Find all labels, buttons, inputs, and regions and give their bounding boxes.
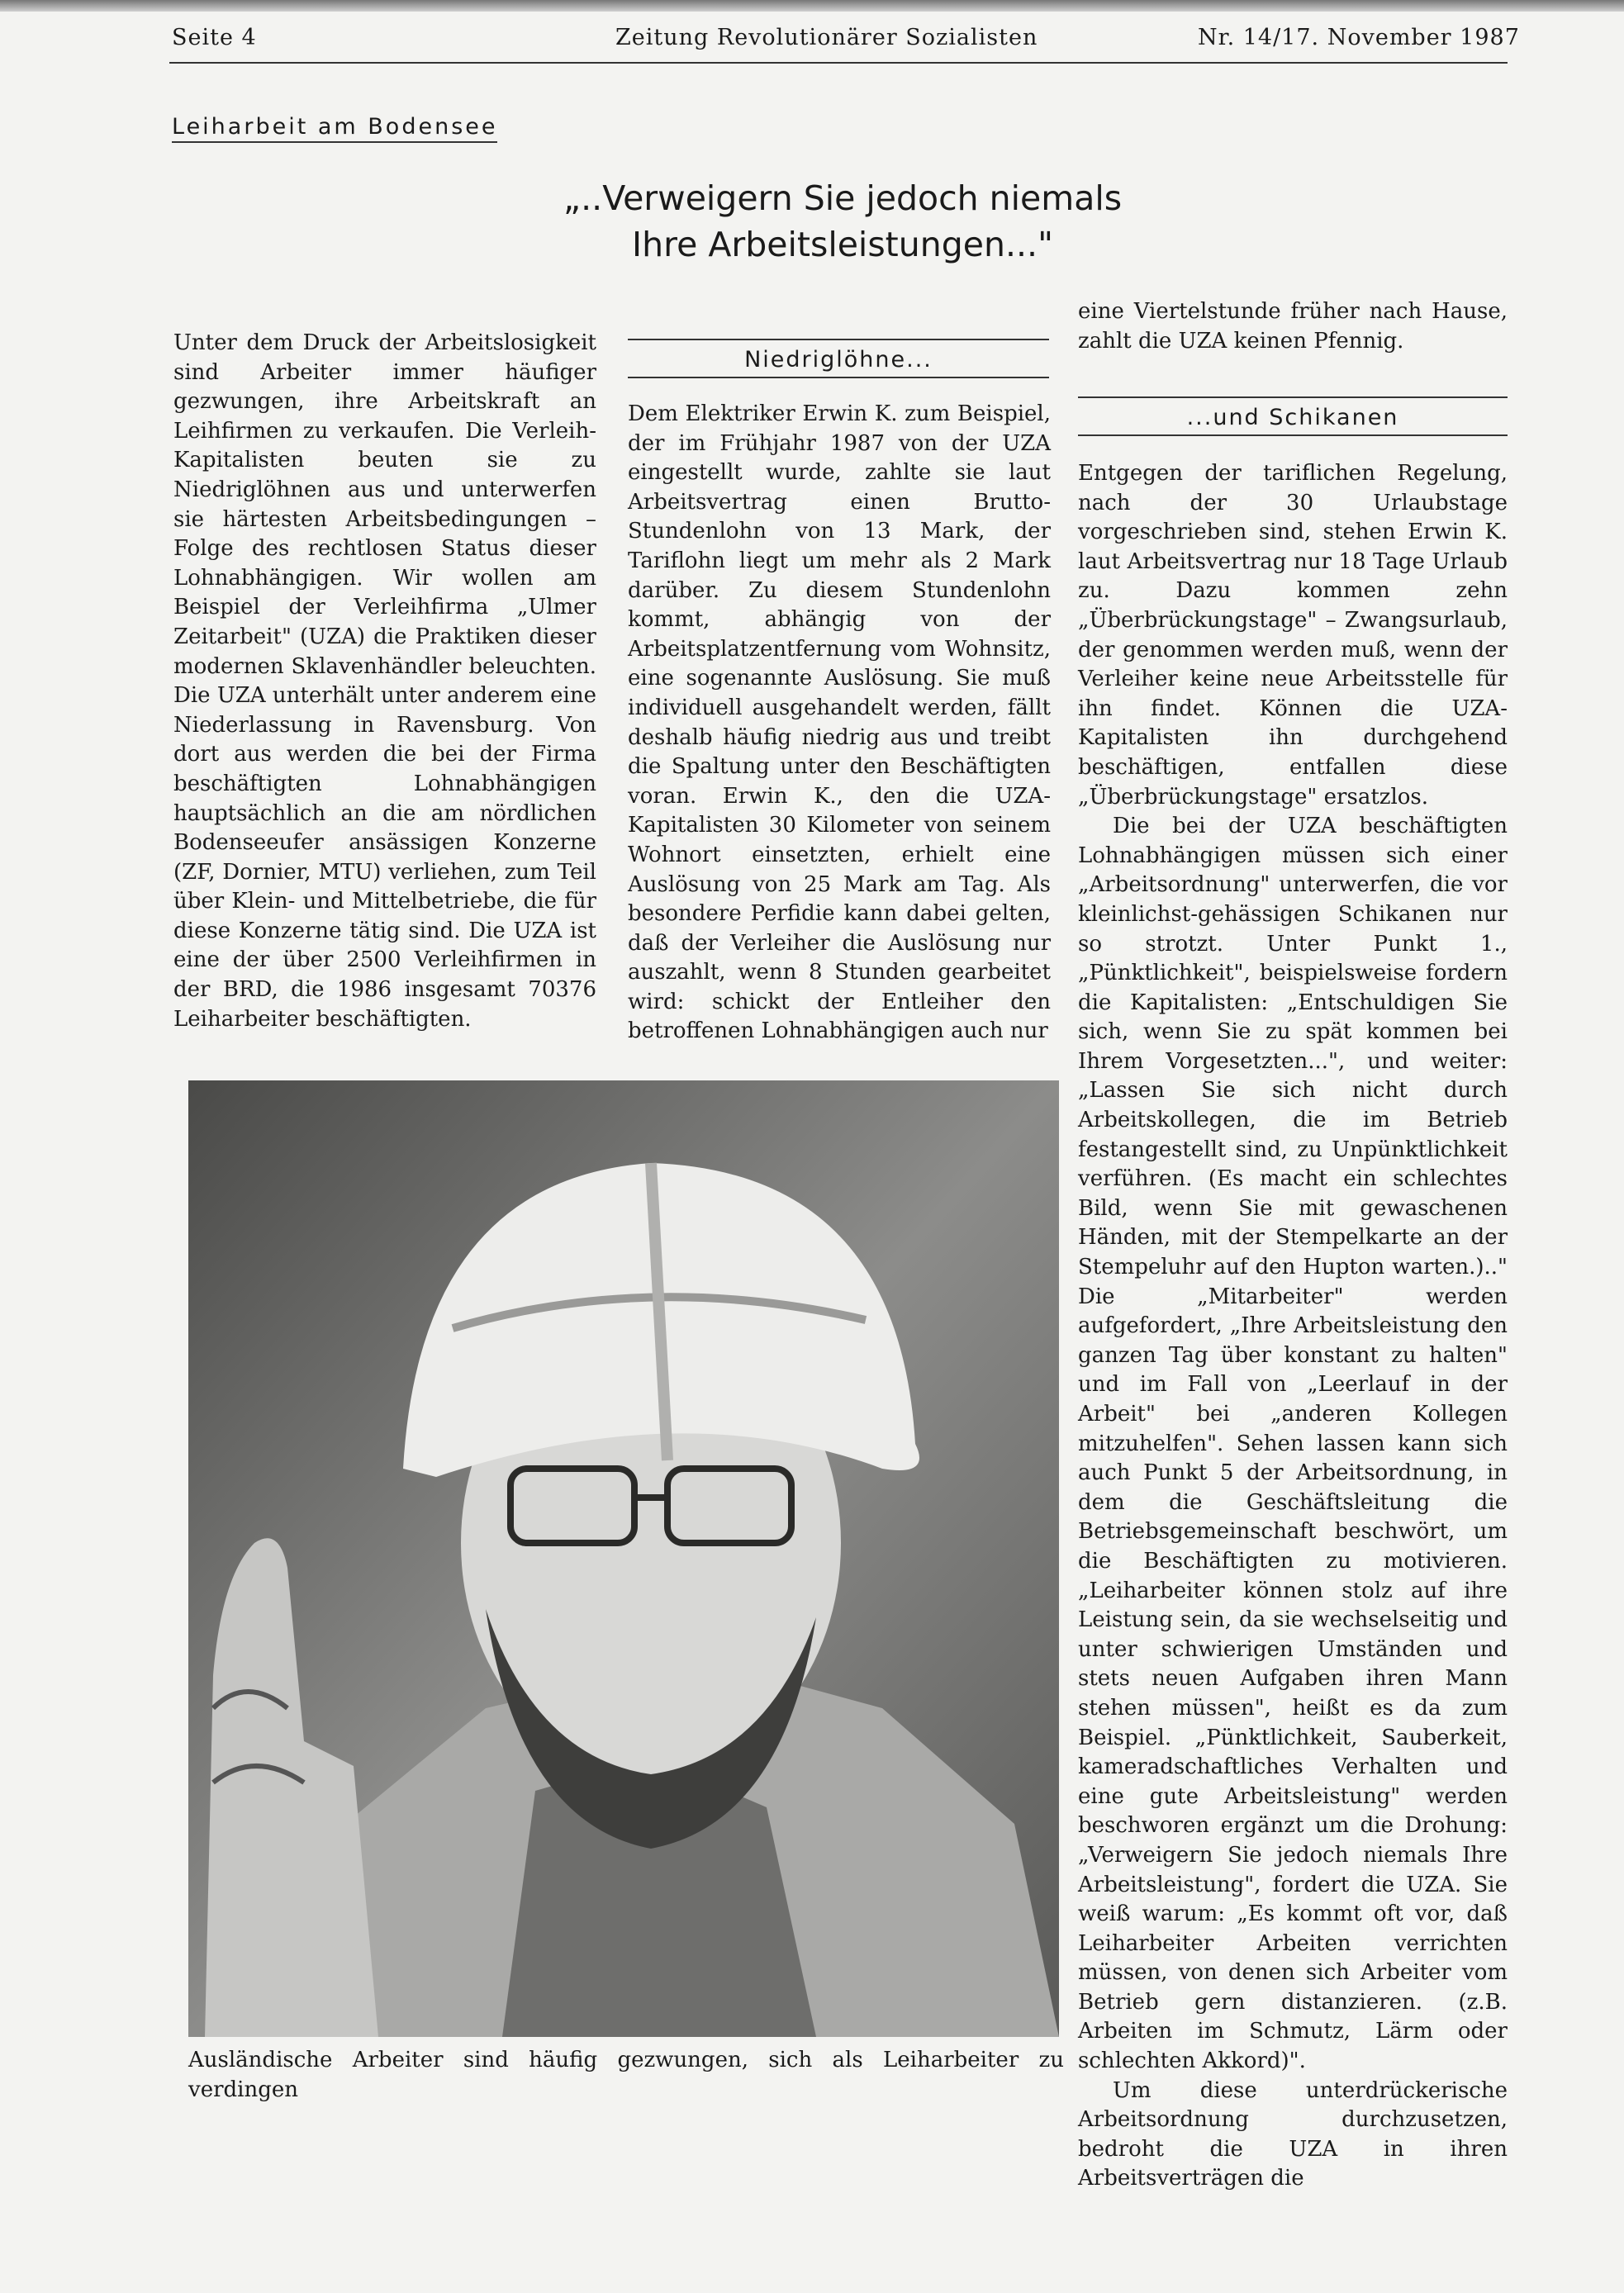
headline-line-1: „..Verweigern Sie jedoch niemals (563, 178, 1123, 218)
subhead-label: Niedriglöhne... (744, 347, 933, 373)
paragraph-drohung: Um diese unterdrückerische Arbeitsordnung durchzusetzen, bedroht die UZA in ihren Arbeitsverträgen die (1078, 2077, 1508, 2191)
newspaper-title: Zeitung Revolutionärer Sozialisten (615, 25, 1038, 50)
column-3-continuation (1078, 297, 1508, 356)
article-headline (529, 175, 1156, 268)
subhead-schikanen (1078, 396, 1508, 438)
worker-photo-illustration (188, 1080, 1059, 2037)
subhead-niedrigloehne (628, 339, 1049, 380)
paragraph-arbeitsordnung: Die bei der UZA beschäftigten Lohnabhängigen müssen sich einer „Arbeitsordnung" unterwerfen, die vor kleinlichst-gehässigen Schikanen nur so strotzt. Unter Punkt 1., „Pünktlichkeit", beispielsweise fordern die Kapitalisten: „Entschuldigen Sie sich, wenn Sie zu spät kommen bei Ihrem Vorgesetzten...", und weiter: „Lassen Sie sich nicht durch Arbeitskollegen, die im Betrieb festangestellt sind, zu Unpünktlichkeit verführen. (Es macht ein schlechtes Bild, wenn Sie mit gewaschenen Händen, mit der Stempelkarte an der Stempeluhr auf den Hupton warten.).." Die „Mitarbeiter" werden aufgefordert, „Ihre Arbeitsleistung den ganzen Tag über konstant zu halten" und im Fall von „Leerlauf in der Arbeit" bei „anderen Kollegen mitzuhelfen". Sehen lassen kann sich auch Punkt 5 der Arbeitsordnung, in dem die Geschäftsleitung die Betriebsgemeinschaft beschwört, um die Beschäftigten zu motivieren. „Leiharbeiter können stolz auf ihre Leistung sein, da sie wechselseitig und unter schwierigen Umständen und stets neuen Aufgaben ihren Mann stehen müssen", heißt es da zum Beispiel. „Pünktlichkeit, Sauberkeit, kameradschaftliches Verhalten und eine gute Arbeitsleistung" werden beschworen ergänzt um die Drohung: „Verweigern Sie jedoch niemals Ihre Arbeitsleistung", fordert die UZA. Sie weiß warum: „Es kommt oft vor, daß Leiharbeiter Arbeiten verrichten müssen, von denen sich Arbeiter vom Betrieb gern distanzieren. (z.B. Arbeiten im Schmutz, Lärm oder schlechten Akkord)". (1078, 814, 1508, 2074)
page-number: Seite 4 (172, 25, 257, 50)
subhead-label: ...und Schikanen (1186, 405, 1399, 430)
top-scan-edge (0, 0, 1624, 12)
header-rule (169, 62, 1508, 64)
paragraph-niedrigloehne: Dem Elektriker Erwin K. zum Beispiel, der im Frühjahr 1987 von der UZA eingestellt wurde, zahlte sie laut Arbeitsvertrag einen Brutto-Stundenlohn von 13 Mark, der Tariflohn liegt um mehr als 2 Mark darüber. Zu diesem Stundenlohn kommt, abhängig von der Arbeitsplatzentfernung vom Wohnsitz, eine sogenannte Auslösung. Sie muß individuell ausgehandelt werden, fällt deshalb häufig niedrig aus und treibt die Spaltung unter den Beschäftigten voran. Erwin K., den die UZA-Kapitalisten 30 Kilometer von seinem Wohnort einsetzten, erhielt eine Auslösung von 25 Mark am Tag. Als besondere Perfidie kann dabei gelten, daß der Verleiher die Auslösung nur auszahlt, wenn 8 Stunden gearbeitet wird: schickt der Entleiher den betroffenen Lohnabhängigen auch nur (628, 401, 1051, 1044)
photo-caption: Ausländische Arbeiter sind häufig gezwungen, sich als Leiharbeiter zu verdingen (188, 2048, 1064, 2102)
headline-line-2: Ihre Arbeitsleistungen..." (632, 225, 1053, 264)
paragraph-continuation: eine Viertelstunde früher nach Hause, zahlt die UZA keinen Pfennig. (1078, 299, 1508, 354)
column-3 (1078, 459, 1508, 2194)
issue-date: Nr. 14/17. November 1987 (1198, 25, 1520, 50)
column-2 (628, 400, 1051, 1047)
section-title: Leiharbeit am Bodensee (172, 114, 497, 143)
column-1 (173, 329, 596, 1034)
intro-paragraph: Unter dem Druck der Arbeitslosigkeit sind Arbeiter immer häufiger gezwungen, ihre Arbeitskraft an Leihfirmen zu verkaufen. Die Verleih-Kapitalisten beuten sie zu Niedriglöhnen aus und unterwerfen sie härtesten Arbeitsbedingungen – Folge des rechtlosen Status dieser Lohnabhängigen. Wir wollen am Beispiel der Verleihfirma „Ulmer Zeitarbeit" (UZA) die Praktiken dieser modernen Sklavenhändler beleuchten. Die UZA unterhält unter anderem eine Niederlassung in Ravensburg. Von dort aus werden die bei der Firma beschäftigten Lohnabhängigen hauptsächlich an die am nördlichen Bodenseeufer ansässigen Konzerne (ZF, Dornier, MTU) verliehen, zum Teil über Klein- und Mittelbetriebe, die für diese Konzerne tätig sind. Die UZA ist eine der über 2500 Verleihfirmen in der BRD, die 1986 insgesamt 70376 Leiharbeiter beschäftigten. (173, 330, 596, 1032)
paragraph-urlaub: Entgegen der tariflichen Regelung, nach der 30 Urlaubstage vorgeschrieben sind, stehen Erwin K. laut Arbeitsvertrag nur 18 Tage Urlaub zu. Dazu kommen zehn „Überbrückungstage" – Zwangsurlaub, der genommen werden muß, wenn der Verleiher keine neue Arbeitsstelle für ihn findet. Können die UZA-Kapitalisten ihn durchgehend beschäftigen, entfallen diese „Überbrückungstage" ersatzlos. (1078, 461, 1508, 809)
worker-photo (188, 1080, 1059, 2037)
